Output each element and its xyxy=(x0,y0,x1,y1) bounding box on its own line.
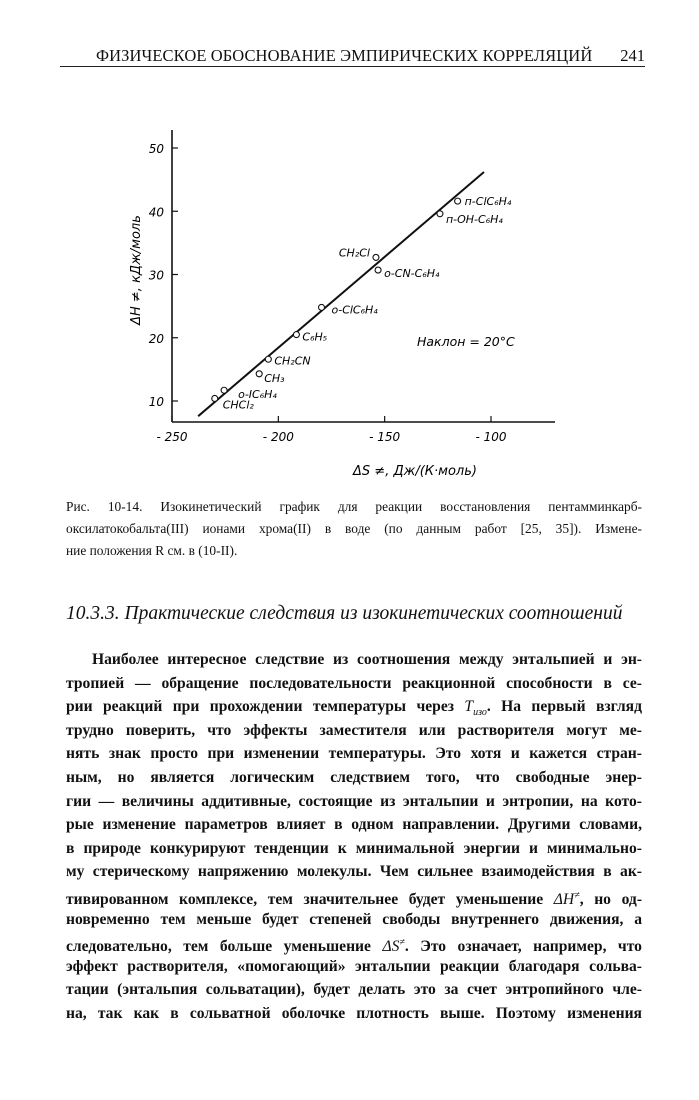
formula-subscript: изо xyxy=(473,707,487,719)
formula-symbol: T xyxy=(464,698,474,716)
text-span: тивированном комплексе, тем значительнее будет уменьшение xyxy=(66,890,544,908)
body-line: на, так как в сольватной оболочке плотность выше. Поэтому изменения xyxy=(66,1004,642,1022)
caption-line: оксилатокобальта(III) ионами хрома(II) в воде (по данным работ [25, 35]). Измене- xyxy=(66,521,642,536)
body-line: гии — величины аддитивные, состоящие из энтальпии и энтропии, на кото- xyxy=(66,792,642,810)
y-axis-label: ΔH ≠, кДж/моль xyxy=(129,215,144,325)
data-point xyxy=(375,267,381,273)
y-tick-label: 30 xyxy=(148,268,164,283)
formula-symbol: ΔH xyxy=(553,890,575,908)
body-line: трудно поверить, что эффекты заместителя или растворителя могут ме- xyxy=(66,721,642,739)
body-line xyxy=(66,695,642,719)
fit-line xyxy=(198,172,484,416)
x-tick-label: - 150 xyxy=(369,430,401,444)
data-point-label: o-ClC₆H₄ xyxy=(331,303,378,317)
y-tick-label: 40 xyxy=(148,205,164,220)
running-header-title: ФИЗИЧЕСКОЕ ОБОСНОВАНИЕ ЭМПИРИЧЕСКИХ КОРРЕЛЯЦИЙ xyxy=(96,46,593,65)
data-point xyxy=(212,395,218,401)
data-point xyxy=(437,211,443,217)
data-point xyxy=(319,304,325,310)
y-tick-label: 20 xyxy=(148,331,164,346)
x-tick-label: - 200 xyxy=(262,430,294,444)
body-text xyxy=(66,648,642,1026)
running-header xyxy=(60,44,645,67)
data-point-label: п-ClC₆H₄ xyxy=(464,195,512,209)
body-line: эффект растворителя, «помогающий» энтальпии реакции благодаря сольва- xyxy=(66,957,642,975)
formula-symbol: ΔS xyxy=(382,938,400,956)
x-axis-label: ΔS ≠, Дж/(К·моль) xyxy=(353,464,477,479)
body-line: му стерическому напряжению молекулы. Чем сильнее взаимодействия в ак- xyxy=(66,863,642,881)
data-point-label: o-CN-C₆H₄ xyxy=(384,267,440,281)
body-line: ным, но является логическим следствием того, что свободные энер- xyxy=(66,768,642,786)
body-line xyxy=(66,884,642,908)
data-point xyxy=(256,371,262,377)
data-point-label: п-OH-C₆H₄ xyxy=(445,212,503,226)
page-number: 241 xyxy=(620,46,645,65)
formula-superscript: ≠ xyxy=(399,937,405,949)
caption-line: ние положения R см. в (10-II). xyxy=(66,543,238,558)
body-line: тации (энтальпия сольватации), будет делать это за счет энтропийного чле- xyxy=(66,981,642,999)
body-line: Наиболее интересное следствие из соотношения между энтальпией и эн- xyxy=(92,651,642,668)
body-line: новременно тем меньше будет степеней свободы внутреннего движения, а xyxy=(66,910,642,928)
x-tick-label: - 100 xyxy=(475,430,507,444)
data-point xyxy=(373,254,379,260)
text-span: рии реакций при прохождении температуры через xyxy=(66,698,455,716)
data-point-label: CHCl₂ xyxy=(222,398,254,412)
caption-line: Рис. 10-14. Изокинетический график для реакции восстановления пентамминкарб- xyxy=(66,499,642,514)
x-tick-label: - 250 xyxy=(156,430,188,444)
text-span: следовательно, тем больше уменьшение xyxy=(66,938,371,956)
body-line: нять знак просто при изменении температуры. Это хотя и кажется стран- xyxy=(66,745,642,763)
formula-delta-s xyxy=(382,938,404,955)
data-point-label: o-IC₆H₄ xyxy=(238,388,277,402)
data-point xyxy=(221,387,227,393)
body-line xyxy=(66,931,642,955)
data-point xyxy=(265,356,271,362)
data-point-label: C₆H₅ xyxy=(302,330,328,344)
body-line: тропией — обращение последовательности реакционной способности в се- xyxy=(66,674,642,692)
data-point-label: CH₂Cl xyxy=(338,246,370,260)
y-tick-label: 50 xyxy=(148,142,164,156)
data-point-label: CH₂CN xyxy=(274,354,311,368)
figure-caption xyxy=(66,496,642,562)
body-line: рые изменение параметров влияет в одном направлении. Другими словами, xyxy=(66,816,642,834)
y-tick-label: 10 xyxy=(148,395,164,409)
isokinetic-chart xyxy=(100,120,570,500)
text-span: . На первый взгляд xyxy=(486,698,643,716)
formula-t-iso xyxy=(464,698,487,719)
text-span: . Это означает, например, что xyxy=(404,938,642,956)
slope-annotation: Наклон = 20°С xyxy=(417,334,515,349)
formula-superscript: ≠ xyxy=(574,889,580,901)
section-heading: 10.3.3. Практические следствия из изокинетических соотношений xyxy=(66,603,623,624)
data-point xyxy=(455,198,461,204)
body-line: в природе конкурируют тенденции к минимальной энергии и минимально- xyxy=(66,839,642,857)
formula-delta-h xyxy=(554,891,580,908)
text-span: , но од- xyxy=(579,890,643,908)
data-point-label: CH₃ xyxy=(264,371,285,385)
data-point xyxy=(293,332,299,338)
